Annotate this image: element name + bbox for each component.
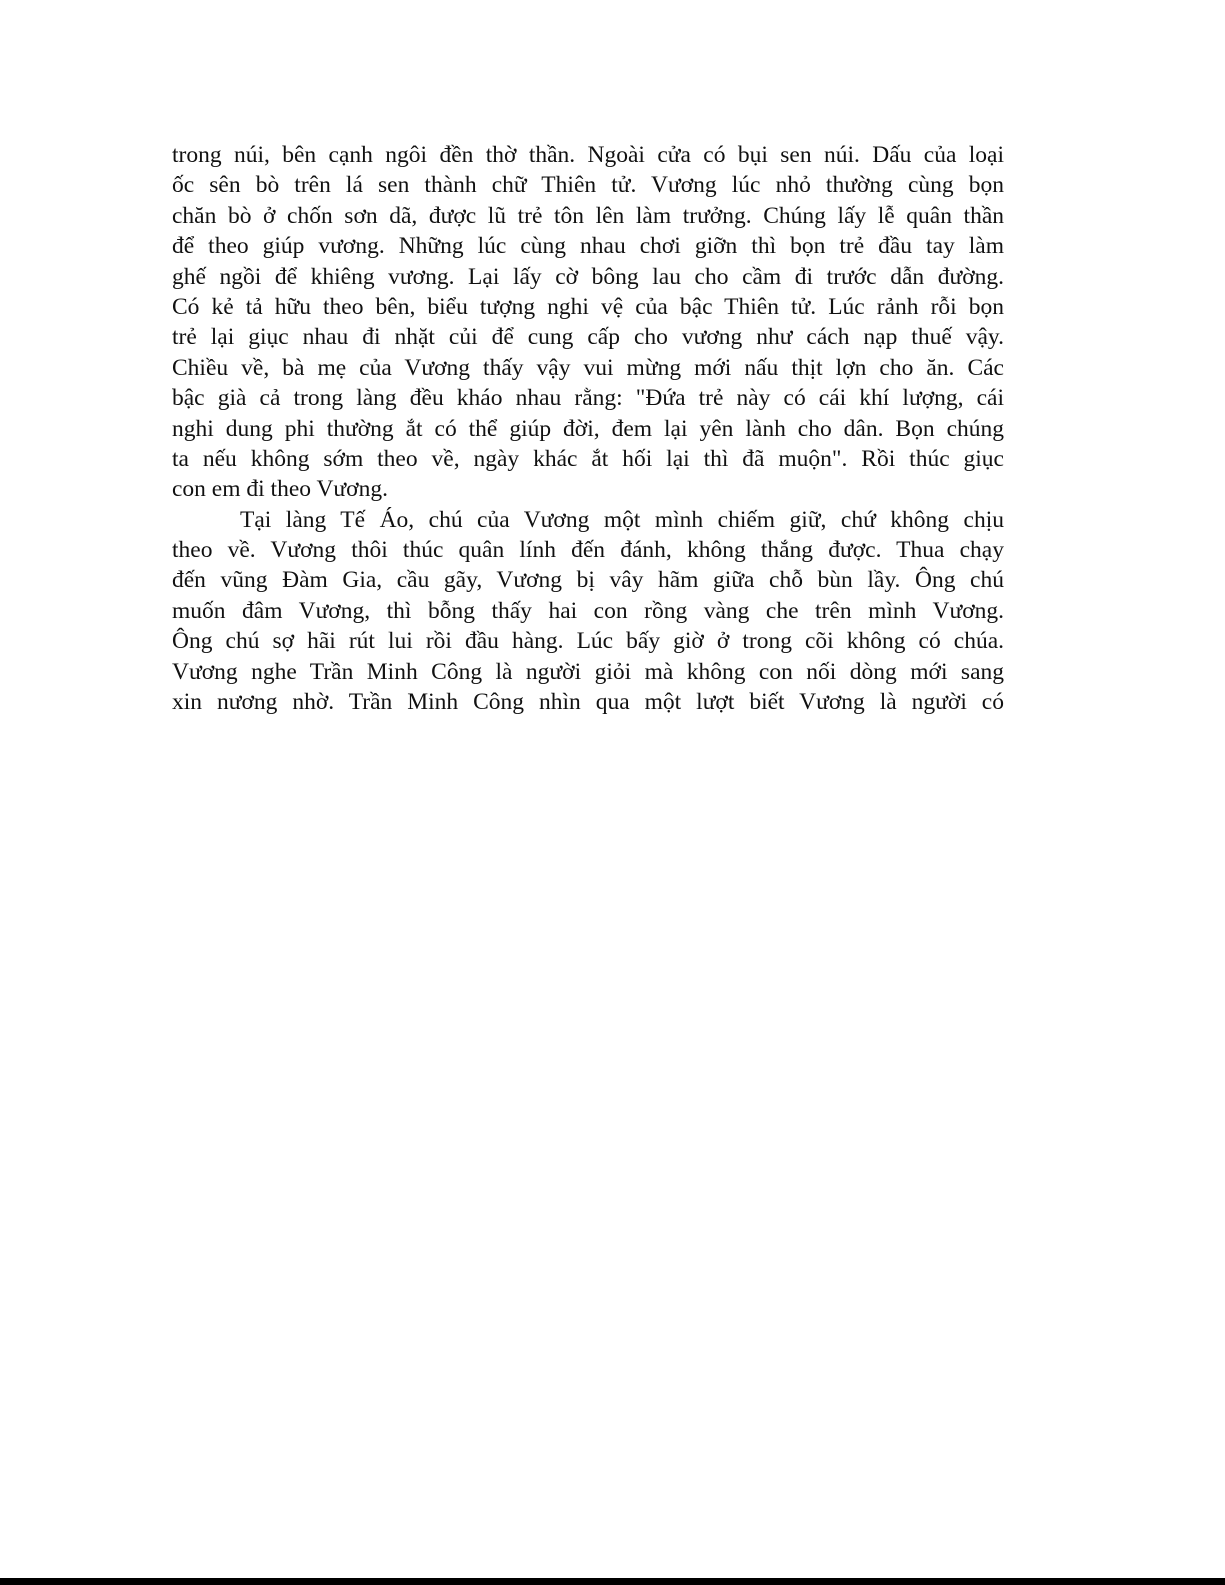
paragraph-1-line-10: nghi dung phi thường ắt có thể giúp đời, đem lại yên lành cho dân. Bọn chúng: [172, 415, 1004, 442]
paragraph-1-line-3: chăn bò ở chốn sơn dã, được lũ trẻ tôn lên làm trưởng. Chúng lấy lễ quân thần: [172, 202, 1004, 229]
page-bottom-border: [0, 1578, 1225, 1585]
paragraph-1-line-8: Chiều về, bà mẹ của Vương thấy vậy vui mừng mới nấu thịt lợn cho ăn. Các: [172, 354, 1004, 381]
paragraph-1-line-2: ốc sên bò trên lá sen thành chữ Thiên tử. Vương lúc nhỏ thường cùng bọn: [172, 172, 1004, 199]
paragraph-2-line-2: theo về. Vương thôi thúc quân lính đến đánh, không thắng được. Thua chạy: [172, 537, 1004, 564]
paragraph-1-line-6: Có kẻ tả hữu theo bên, biểu tượng nghi vệ của bậc Thiên tử. Lúc rảnh rỗi bọn: [172, 293, 1004, 320]
paragraph-1-line-12: con em đi theo Vương.: [172, 476, 388, 503]
paragraph-2-line-6: Vương nghe Trần Minh Công là người giỏi mà không con nối dòng mới sang: [172, 658, 1004, 685]
paragraph-1-line-7: trẻ lại giục nhau đi nhặt củi để cung cấp cho vương như cách nạp thuế vậy.: [172, 324, 1004, 351]
body-text: [172, 140, 1004, 717]
paragraph-1-line-9: bậc già cả trong làng đều kháo nhau rằng: "Đứa trẻ này có cái khí lượng, cái: [172, 385, 1004, 412]
paragraph-2-line-3: đến vũng Đàm Gia, cầu gãy, Vương bị vây hãm giữa chỗ bùn lầy. Ông chú: [172, 567, 1004, 594]
paragraph-2-line-5: Ông chú sợ hãi rút lui rồi đầu hàng. Lúc bấy giờ ở trong cõi không có chúa.: [172, 628, 1004, 655]
paragraph-2-line-7: xin nương nhờ. Trần Minh Công nhìn qua một lượt biết Vương là người có: [172, 689, 1004, 716]
paragraph-1-line-1: trong núi, bên cạnh ngôi đền thờ thần. Ngoài cửa có bụi sen núi. Dấu của loại: [172, 142, 1004, 168]
paragraph-1-line-11: ta nếu không sớm theo về, ngày khác ắt hối lại thì đã muộn". Rồi thúc giục: [172, 445, 1004, 472]
paragraph-2-line-1: Tại làng Tế Áo, chú của Vương một mình chiếm giữ, chứ không chịu: [240, 506, 1004, 533]
paragraph-2-line-4: muốn đâm Vương, thì bỗng thấy hai con rồng vàng che trên mình Vương.: [172, 597, 1004, 624]
paragraph-1-line-4: để theo giúp vương. Những lúc cùng nhau chơi giỡn thì bọn trẻ đầu tay làm: [172, 233, 1004, 260]
paragraph-1-line-5: ghế ngồi để khiêng vương. Lại lấy cờ bông lau cho cầm đi trước dẫn đường.: [172, 263, 1004, 290]
